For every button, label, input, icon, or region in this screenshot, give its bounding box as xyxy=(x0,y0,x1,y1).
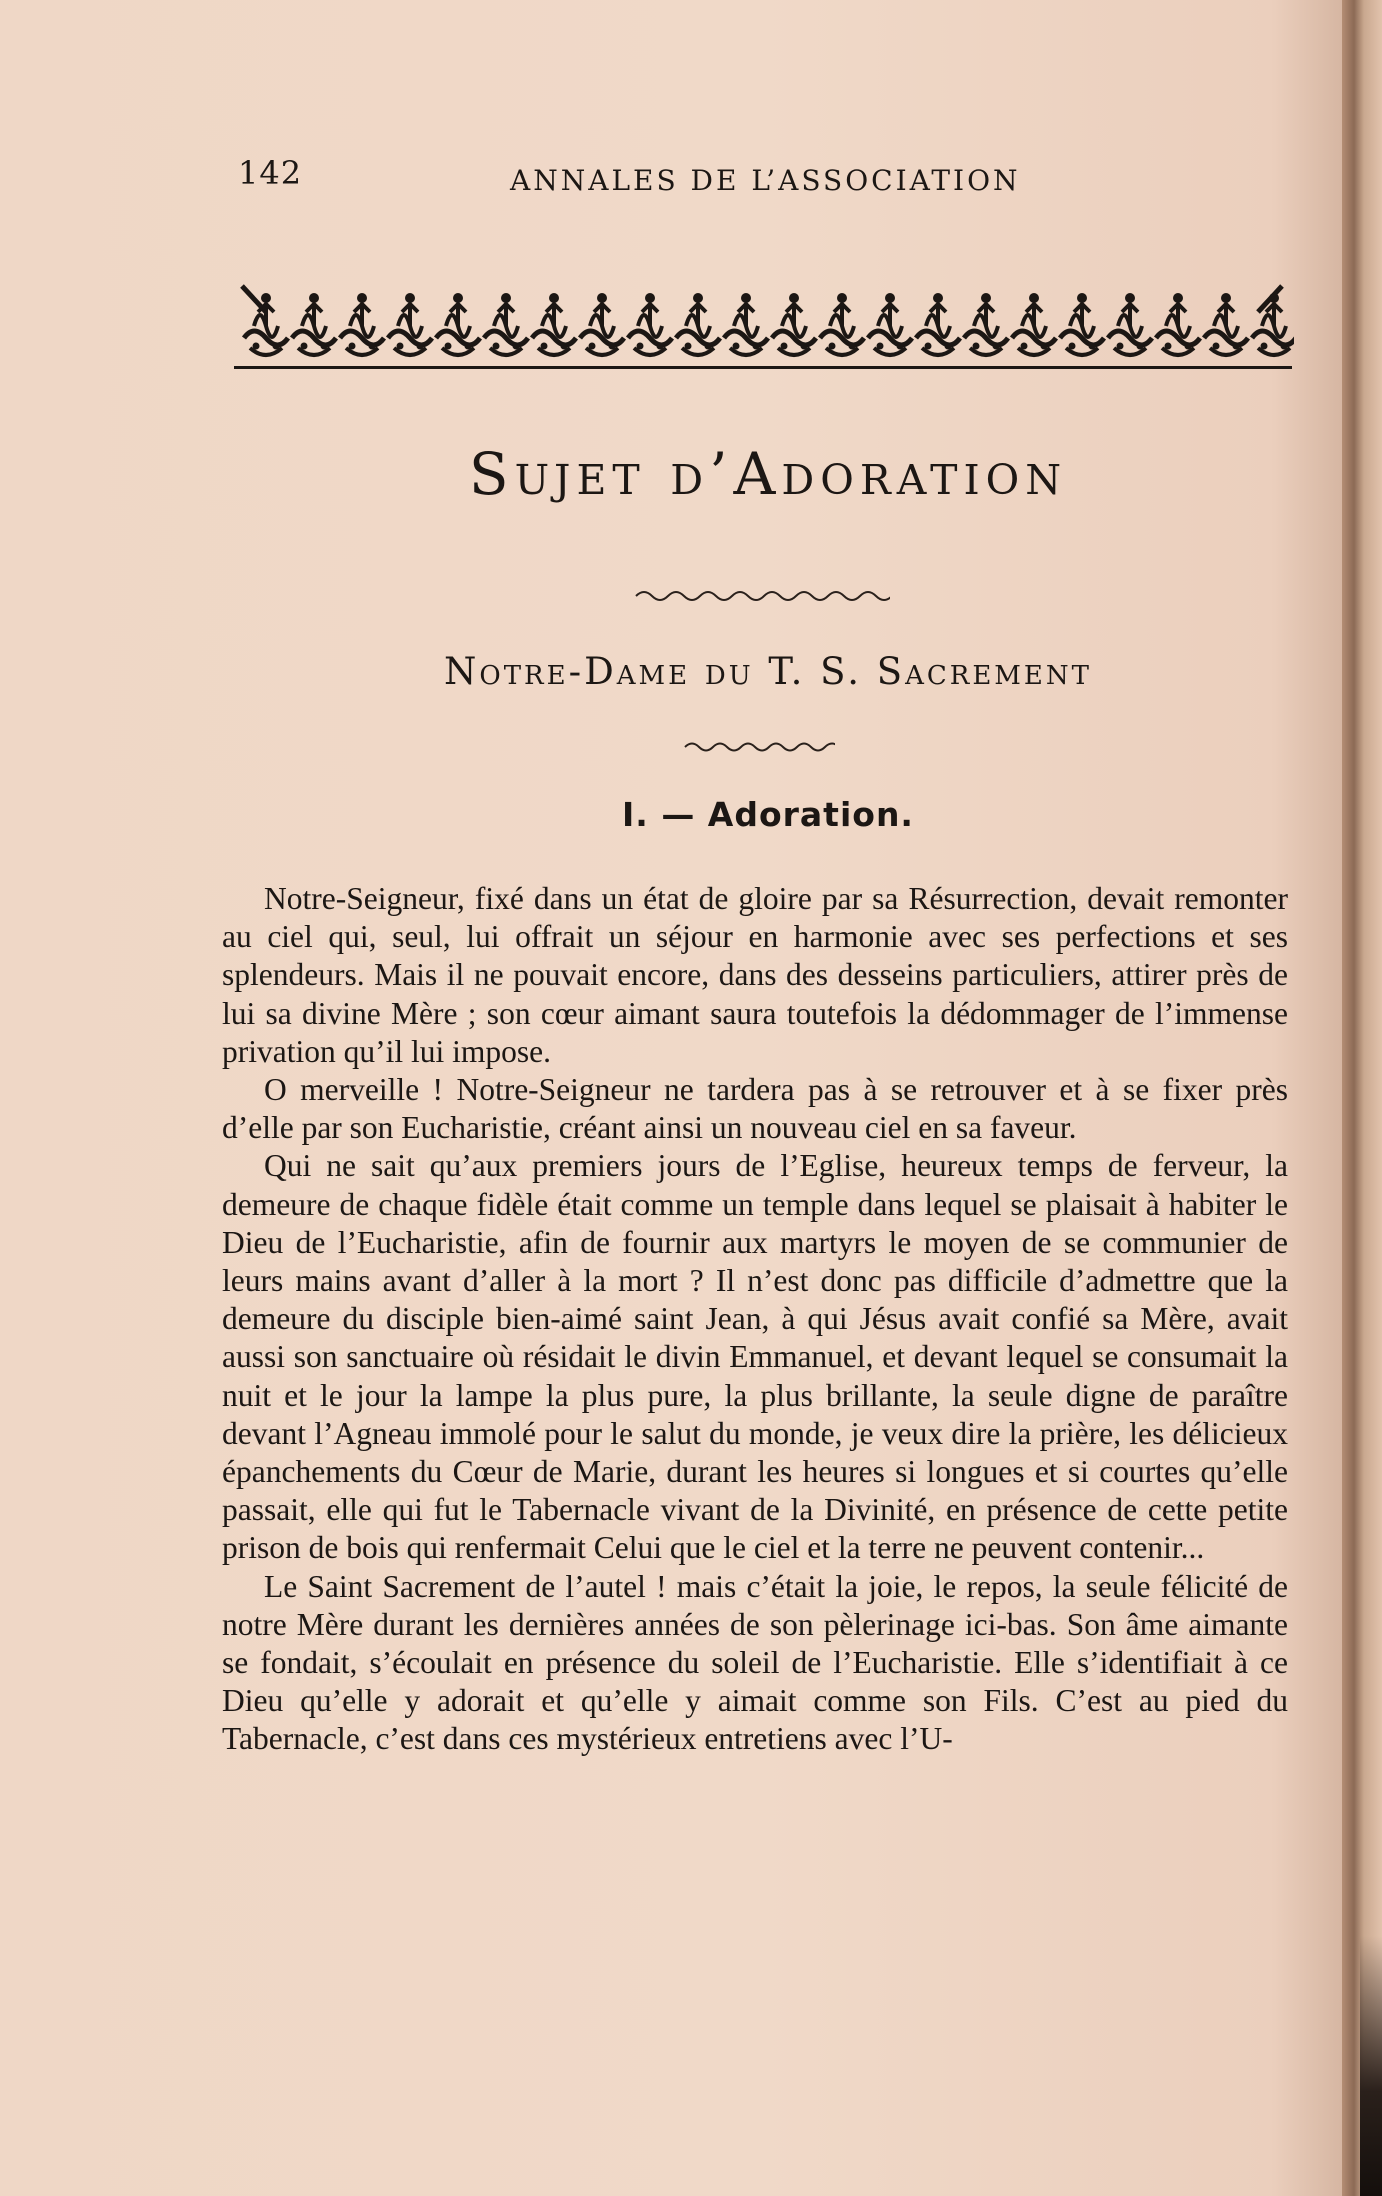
page-number: 142 xyxy=(238,154,303,192)
paragraph: Qui ne sait qu’aux premiers jours de l’Eglise, heureux temps de ferveur, la demeure de chaque fidèle était comme un temple dans lequel se plaisait à habiter le Dieu de l’Eucharistie, afin de fournir aux martyrs le moyen de se communier de leurs mains avant d’aller à la mort ? Il n’est donc pas difficile d’admettre que la demeure du disciple bien-aimé saint Jean, à qui Jésus avait confié sa Mère, avait aussi son sanctuaire où résidait le divin Emmanuel, et devant lequel se consumait la nuit et le jour la lampe la plus pure, la plus brillante, la seule digne de paraître devant l’Agneau immolé pour le salut du monde, je veux dire la prière, les délicieux épanchements du Cœur de Marie, durant les heures si longues et si courtes qu’elle passait, elle qui fut le Tabernacle vivant de la Divinité, en présence de cette petite prison de bois qui renfermait Celui que le ciel et la terre ne peuvent contenir... xyxy=(222,1148,1288,1566)
paragraph: Le Saint Sacrement de l’autel ! mais c’était la joie, le repos, la seule félicité de notre Mère durant les dernières années de son pèlerinage ici-bas. Son âme aimante se fondait, s’écoulait en présence du soleil de l’Eucharistie. Elle s’identifiait à ce Dieu qu’elle y adorait et qu’elle y aimait comme son Fils. C’est au pied du Tabernacle, c’est dans ces mystérieux entretiens avec l’U- xyxy=(222,1568,1288,1757)
fleur-de-lis-band-ornament-icon xyxy=(232,280,1294,380)
page-edge xyxy=(1342,0,1382,2196)
squiggle-divider-icon xyxy=(634,588,890,604)
section-heading: I. — Adoration. xyxy=(622,795,914,834)
paragraph: Notre-Seigneur, fixé dans un état de gloire par sa Résurrection, devait remonter au ciel qui, seul, lui offrait un séjour en harmonie avec ses perfections et ses splendeurs. Mais il ne pouvait encore, dans des desseins particuliers, attirer près de lui sa divine Mère ; son cœur aimant saura toutefois la dédommager de l’immense privation qu’il lui impose. xyxy=(222,881,1288,1069)
page-header xyxy=(238,150,1038,197)
page-edge-shadow xyxy=(1360,1936,1382,2196)
paragraph: O merveille ! Notre-Seigneur ne tardera pas à se retrouver et à se fixer près d’elle par son Eucharistie, créant ainsi un nouveau ciel en sa faveur. xyxy=(222,1072,1288,1146)
squiggle-divider-small-icon xyxy=(683,740,835,754)
article-body xyxy=(222,880,1288,1759)
page-subtitle: Notre-Dame du T. S. Sacrement xyxy=(444,650,1092,693)
running-head: ANNALES DE L’ASSOCIATION xyxy=(510,164,1021,197)
page-title: Sujet d’Adoration xyxy=(468,440,1068,508)
